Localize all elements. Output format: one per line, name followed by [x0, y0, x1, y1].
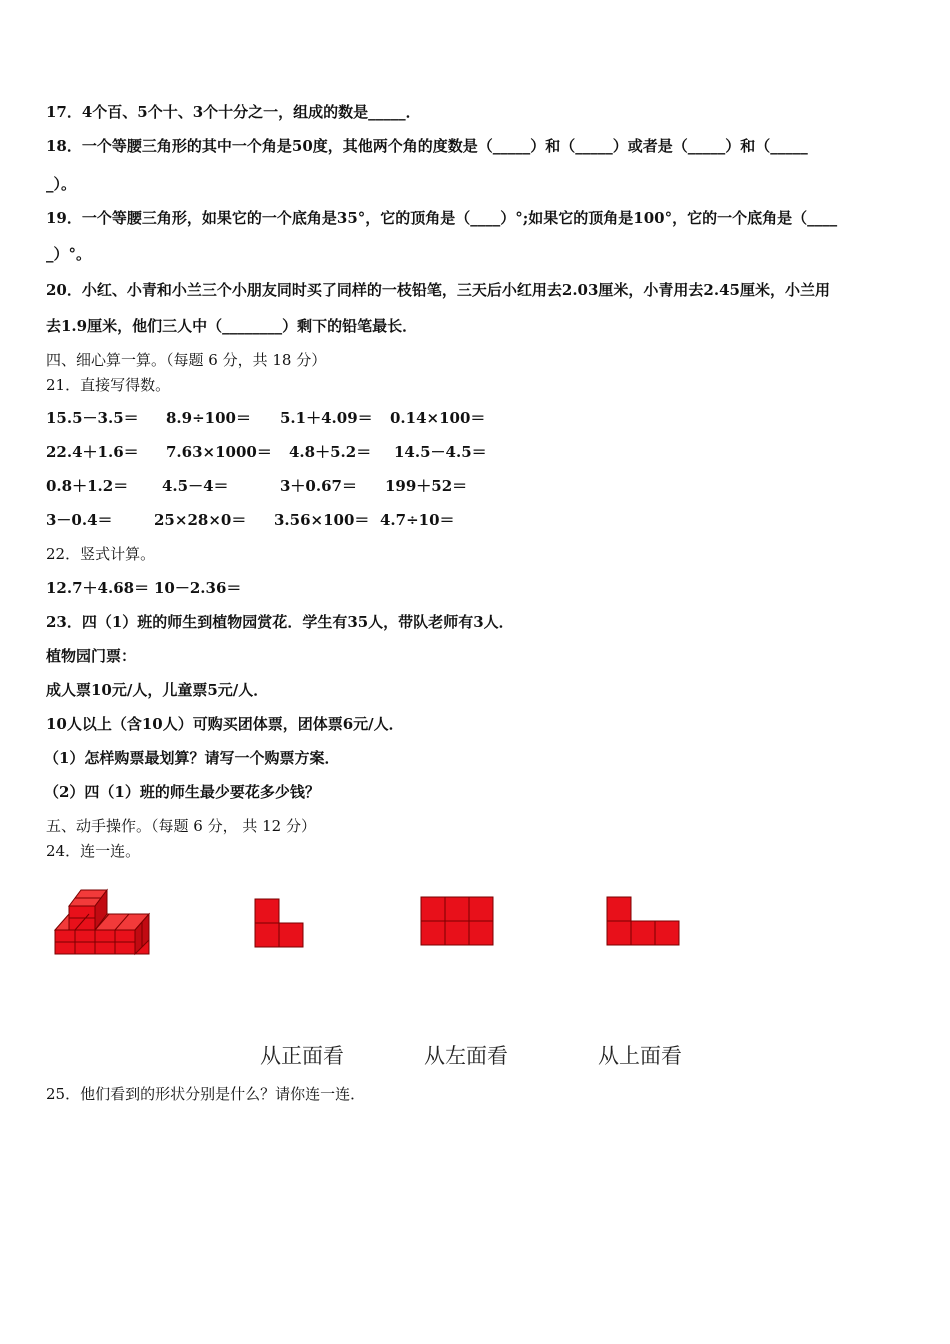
- question-19-line1: 19．一个等腰三角形，如果它的一个底角是35°，它的顶角是（____）°;如果它的顶角是100°，它的一个底角是（____: [46, 209, 838, 227]
- question-22: 22．竖式计算。: [46, 545, 156, 563]
- calc-item: 7.63×1000＝: [166, 443, 272, 461]
- section-4-heading: 四、细心算一算。（每题 6 分，共 18 分）: [46, 351, 327, 369]
- calc-item: 4.8＋5.2＝: [289, 443, 372, 461]
- question-23-group-ticket: 10人以上（含10人）可购买团体票，团体票6元/人．: [46, 715, 404, 733]
- question-21: 21．直接写得数。: [46, 376, 171, 394]
- question-24: 24．连一连。: [46, 842, 141, 860]
- question-23-sub-1: （1）怎样购票最划算？请写一个购票方案．: [44, 749, 340, 767]
- question-23-sub-2: （2）四（1）班的师生最少要花多少钱？: [44, 783, 320, 801]
- label-front-view: 从正面看: [260, 1044, 344, 1068]
- section-5-heading: 五、动手操作。（每题 6 分， 共 12 分）: [46, 817, 316, 835]
- label-left-view: 从左面看: [424, 1044, 508, 1068]
- calc-item: 12.7＋4.68＝: [46, 579, 150, 597]
- question-17: 17．4个百、5个十、3个十分之一，组成的数是_____．: [46, 103, 421, 121]
- question-18-line2: _）。: [46, 175, 77, 193]
- calc-item: 25×28×0＝: [154, 511, 247, 529]
- question-20-line1: 20．小红、小青和小兰三个小朋友同时买了同样的一枝铅笔，三天后小红用去2.03厘米，小青用去2.45厘米，小兰用: [46, 281, 830, 299]
- view-shape-l-long: [606, 896, 680, 946]
- calc-item: 3－0.4＝: [46, 511, 113, 529]
- calc-item: 0.8＋1.2＝: [46, 477, 129, 495]
- question-23-ticket-price: 成人票10元/人，儿童票5元/人．: [46, 681, 269, 699]
- calc-item: 3.56×100＝: [274, 511, 370, 529]
- view-shape-grid: [420, 896, 494, 946]
- calc-item: 15.5－3.5＝: [46, 409, 139, 427]
- calc-item: 14.5－4.5＝: [394, 443, 487, 461]
- calc-item: 4.5－4＝: [162, 477, 229, 495]
- question-20-line2: 去1.9厘米，他们三人中（________）剩下的铅笔最长．: [46, 317, 418, 335]
- calc-item: 5.1＋4.09＝: [280, 409, 373, 427]
- question-18-line1: 18．一个等腰三角形的其中一个角是50度，其他两个角的度数是（_____）和（_____）或者是（_____）和（_____: [46, 137, 808, 155]
- question-19-line2: _）°。: [46, 245, 92, 263]
- view-shape-l-small: [254, 898, 304, 948]
- label-top-view: 从上面看: [598, 1044, 682, 1068]
- question-23-ticket-title: 植物园门票：: [46, 647, 137, 665]
- calc-item: 199＋52＝: [385, 477, 468, 495]
- calc-item: 10－2.36＝: [154, 579, 242, 597]
- calc-item: 22.4＋1.6＝: [46, 443, 139, 461]
- question-25: 25．他们看到的形状分别是什么？请你连一连．: [46, 1085, 366, 1103]
- question-23: 23．四（1）班的师生到植物园赏花．学生有35人，带队老师有3人．: [46, 613, 514, 631]
- calc-item: 0.14×100＝: [390, 409, 486, 427]
- calc-item: 8.9÷100＝: [166, 409, 251, 427]
- calc-item: 3＋0.67＝: [280, 477, 357, 495]
- cube-stack-figure: [52, 884, 150, 956]
- calc-item: 4.7÷10＝: [380, 511, 455, 529]
